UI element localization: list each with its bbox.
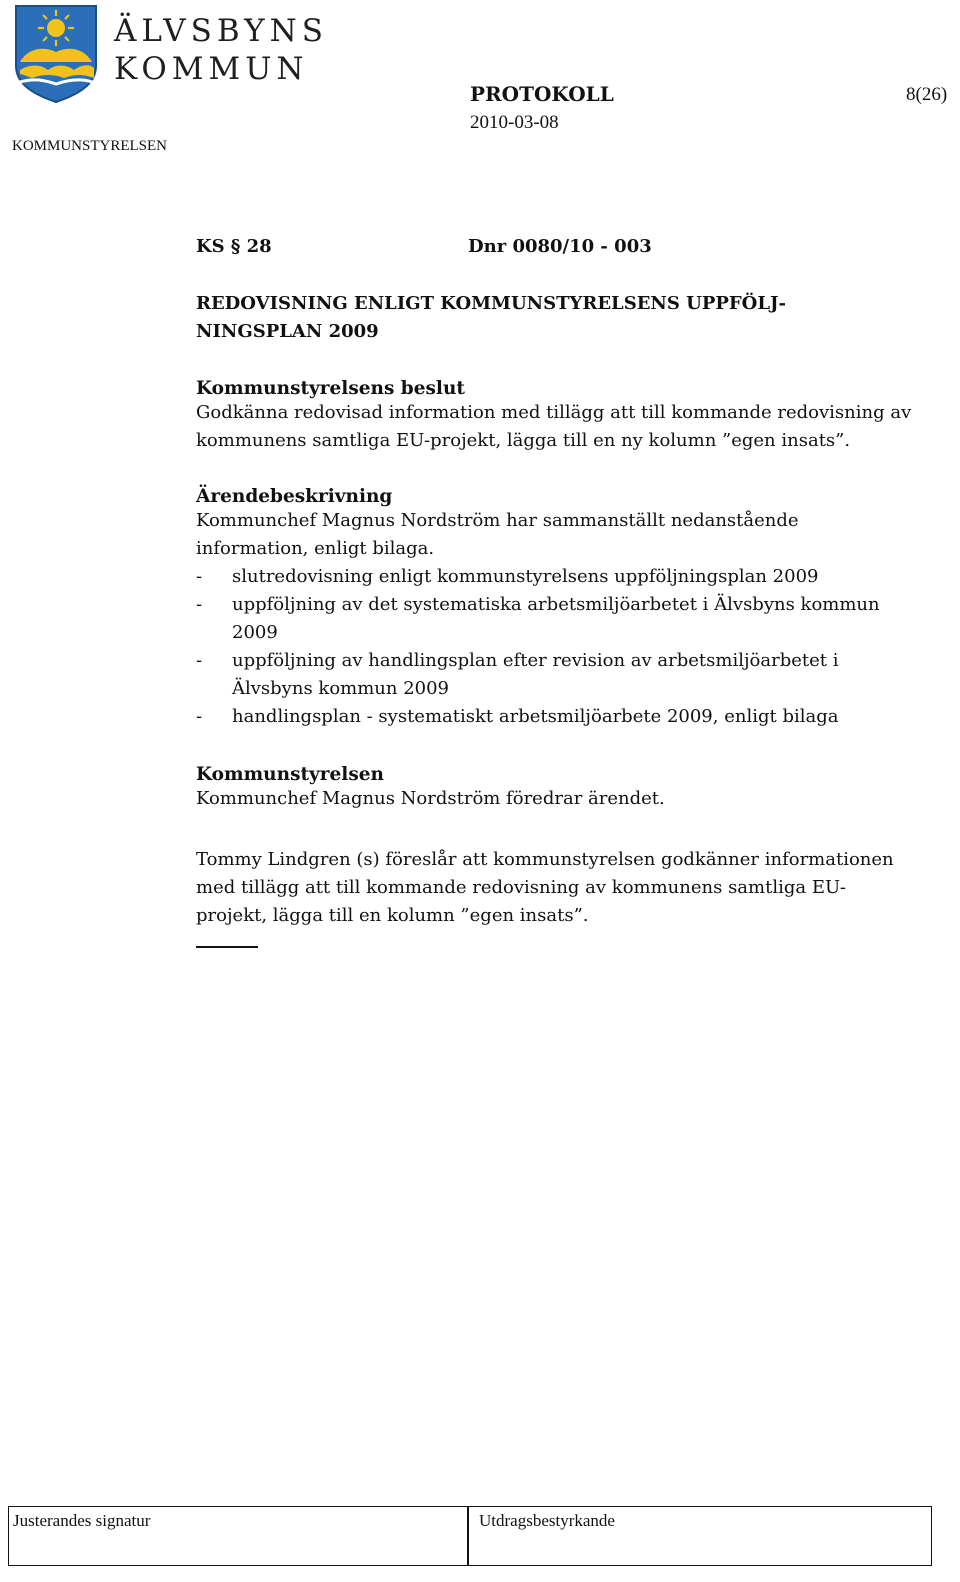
list-item-text: slutredovisning enligt kommunstyrelsens uppföljningsplan 2009	[232, 566, 819, 587]
board-section	[196, 764, 916, 813]
municipality-name-line1: ÄLVSBYNS	[114, 13, 328, 49]
list-item	[196, 647, 906, 703]
signature-label: Justerandes signatur	[13, 1511, 151, 1530]
list-dash: -	[196, 566, 203, 587]
list-dash: -	[196, 650, 203, 671]
list-item-text: uppföljning av handlingsplan efter revision av arbetsmiljöarbetet i Älvsbyns kommun 2009	[232, 650, 839, 699]
case-id: KS § 28	[196, 236, 272, 257]
signature-box	[8, 1506, 932, 1566]
list-item-text: uppföljning av det systematiska arbetsmiljöarbetet i Älvsbyns kommun 2009	[232, 594, 880, 643]
list-dash: -	[196, 594, 203, 615]
page-number: 8(26)	[906, 84, 948, 105]
end-rule	[196, 946, 258, 948]
board-text: Kommunchef Magnus Nordström föredrar ärendet.	[196, 788, 665, 809]
shield-icon	[14, 4, 98, 104]
decision-section	[196, 378, 916, 455]
case-title-line1: REDOVISNING ENLIGT KOMMUNSTYRELSENS UPPFÖLJ-	[196, 293, 787, 314]
municipality-name-line2: KOMMUN	[114, 51, 309, 87]
municipality-wordmark	[114, 12, 328, 88]
department-label: KOMMUNSTYRELSEN	[12, 138, 168, 154]
list-item	[196, 703, 906, 731]
description-text: Kommunchef Magnus Nordström har sammanställt nedanstående information, enligt bilaga.	[196, 510, 799, 559]
list-dash: -	[196, 706, 203, 727]
coat-of-arms-logo	[14, 4, 98, 104]
description-section	[196, 486, 906, 731]
decision-text: Godkänna redovisad information med tillägg att till kommande redovisning av kommunens samtliga EU-projekt, lägga till en ny kolumn ”egen insats”.	[196, 402, 912, 451]
proposal-text: Tommy Lindgren (s) föreslår att kommunstyrelsen godkänner informationen med tillägg att till kommande redovisning av kommunens samtliga EU-projekt, lägga till en kolumn ”egen insats”.	[196, 849, 894, 926]
description-heading: Ärendebeskrivning	[196, 486, 393, 507]
document-date: 2010-03-08	[470, 112, 559, 133]
case-dnr: Dnr 0080/10 - 003	[468, 236, 652, 257]
decision-heading: Kommunstyrelsens beslut	[196, 378, 465, 399]
case-title-line2: NINGSPLAN 2009	[196, 321, 379, 342]
signature-box-divider	[467, 1507, 469, 1565]
case-title	[196, 290, 916, 346]
list-item	[196, 563, 906, 591]
document-type: PROTOKOLL	[470, 82, 614, 106]
certification-label: Utdragsbestyrkande	[479, 1511, 615, 1530]
board-heading: Kommunstyrelsen	[196, 764, 384, 785]
list-item	[196, 591, 906, 647]
list-item-text: handlingsplan - systematiskt arbetsmiljöarbete 2009, enligt bilaga	[232, 706, 839, 727]
